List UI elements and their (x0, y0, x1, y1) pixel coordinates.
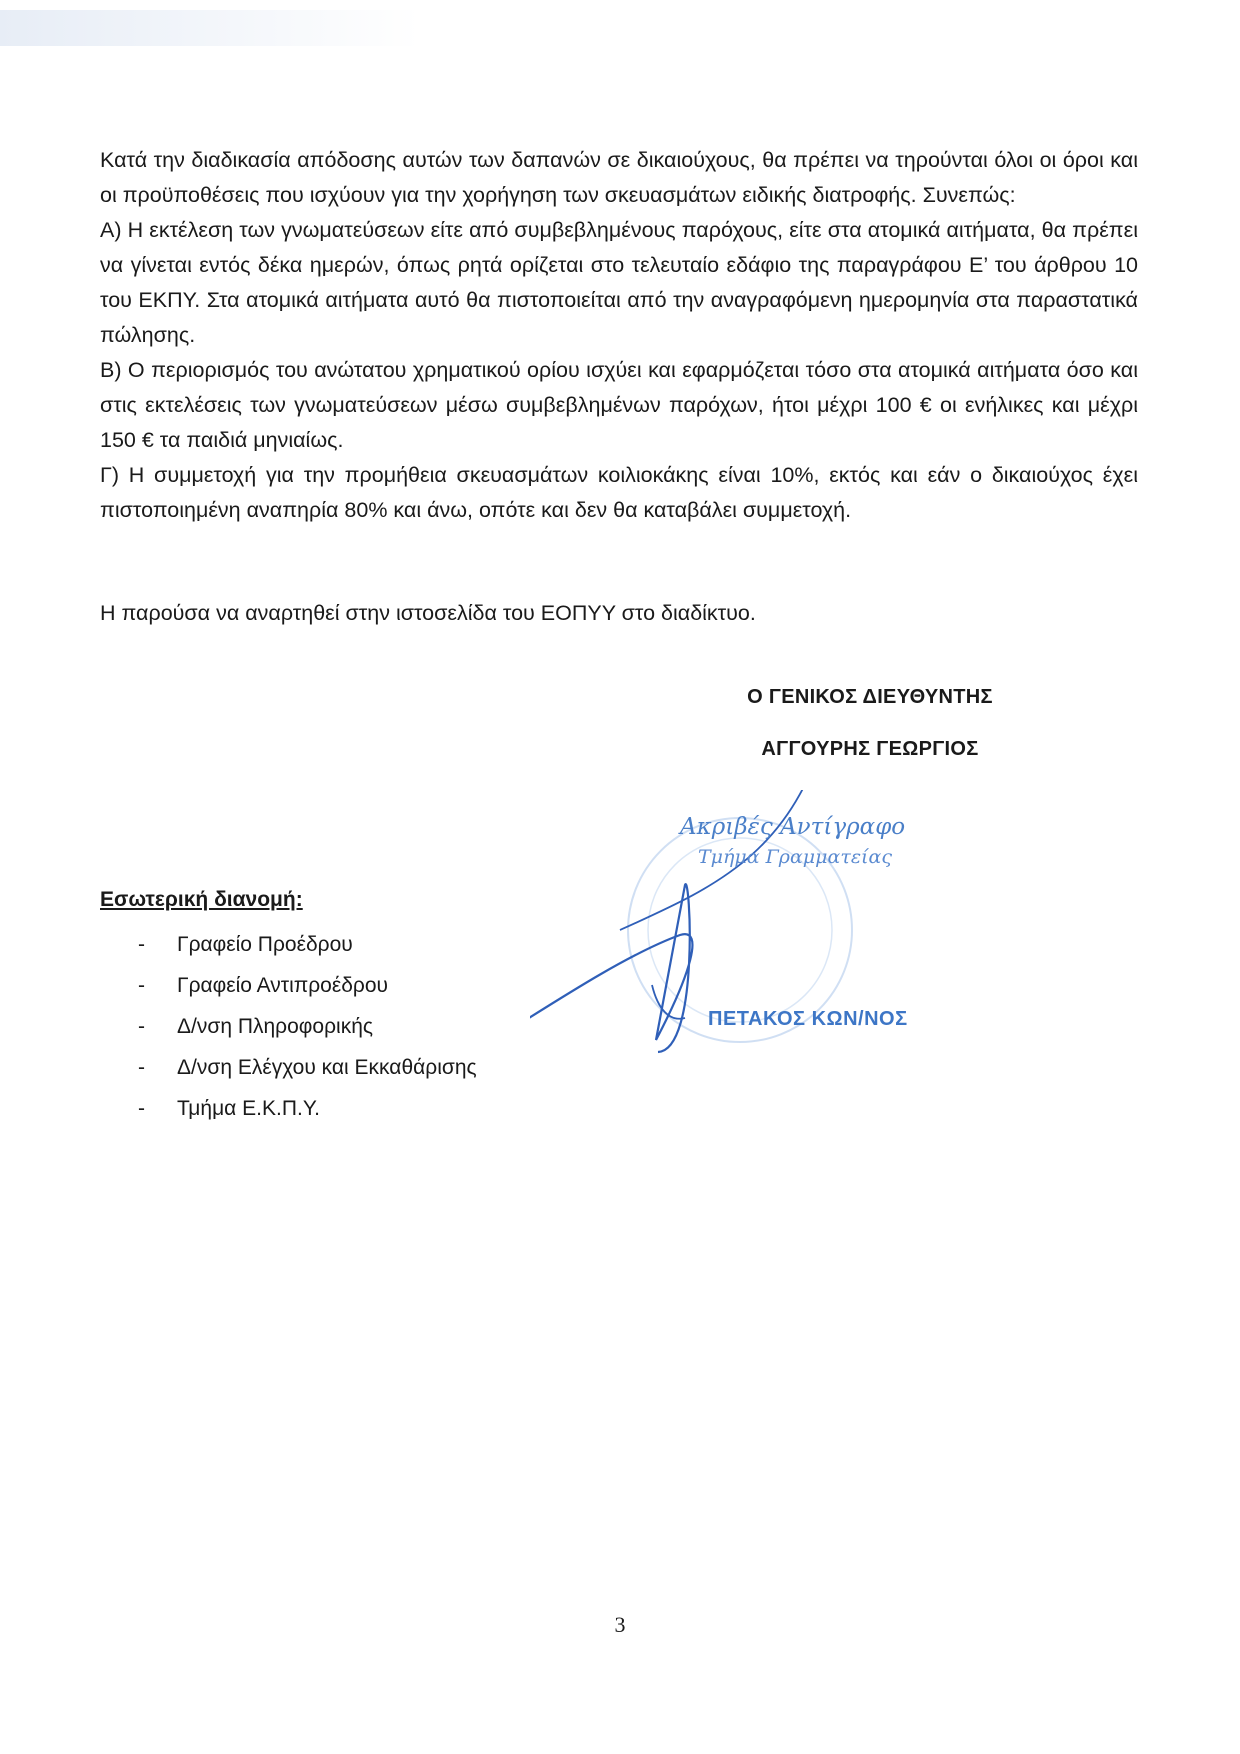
certified-copy-stamp (530, 790, 950, 1090)
list-item: - Δ/νση Ελέγχου και Εκκαθάρισης (138, 1056, 477, 1079)
paragraph-b: Β) Ο περιορισμός του ανώτατου χρηματικού ορίου ισχύει και εφαρμόζεται τόσο στα ατομικά αιτήματα όσο και στις εκτελέσεις των γνωματεύσεων μέσω συμβεβλημένων παρόχων, ήτοι μέχρι 100 € οι ενήλικες και μέχρι 150 € τα παιδιά μηνιαίως. (100, 358, 1138, 452)
stamp-line-department: Τμήμα Γραμματείας (698, 846, 892, 868)
stamp-signer-name: ΠΕΤΑΚΟΣ ΚΩΝ/ΝΟΣ (708, 1008, 908, 1030)
list-item: - Γραφείο Προέδρου (138, 933, 353, 956)
paragraph-intro: Κατά την διαδικασία απόδοσης αυτών των δαπανών σε δικαιούχους, θα πρέπει να τηρούνται όλοι οι όροι και οι προϋποθέσεις που ισχύουν για την χορήγηση των σκευασμάτων ειδικής διατροφής. Συνεπώς: (100, 148, 1138, 207)
stamp-line-certified-copy: Ακριβές Αντίγραφο (680, 814, 906, 840)
distribution-list (100, 924, 477, 1129)
list-item: - Γραφείο Αντιπροέδρου (138, 974, 389, 997)
paragraph-a: Α) Η εκτέλεση των γνωματεύσεων είτε από συμβεβλημένους παρόχους, είτε στα ατομικά αιτήματα, θα πρέπει να γίνεται εντός δέκα ημερών, όπως ρητά ορίζεται στο τελευταίο εδάφιο της παραγράφου Ε’ του άρθρου 10 του ΕΚΠΥ. Στα ατομικά αιτήματα αυτό θα πιστοποιείται από την αναγραφόμενη ημερομηνία στα παραστατικά πώλησης. (100, 218, 1138, 347)
signature-stroke (530, 884, 692, 1052)
list-item: - Δ/νση Πληροφορικής (138, 1015, 374, 1038)
signatory-name: ΑΓΓΟΥΡΗΣ ΓΕΩΡΓΙΟΣ (761, 738, 979, 760)
signatory-title: Ο ΓΕΝΙΚΟΣ ΔΙΕΥΘΥΝΤΗΣ (747, 686, 993, 708)
signature-block (660, 682, 1080, 764)
list-item: - Τμήμα Ε.Κ.Π.Υ. (138, 1097, 320, 1120)
paragraph-c: Γ) Η συμμετοχή για την προμήθεια σκευασμάτων κοιλιοκάκης είναι 10%, εκτός και εάν ο δικαιούχος έχει πιστοποιημένη αναπηρία 80% και άνω, οπότε και δεν θα καταβάλει συμμετοχή. (100, 463, 1138, 522)
distribution-heading: Εσωτερική διανομή: (100, 888, 303, 911)
body-text (100, 143, 1138, 528)
page-number: 3 (614, 1612, 626, 1637)
scan-artifact (0, 10, 420, 46)
publication-notice: Η παρούσα να αναρτηθεί στην ιστοσελίδα του ΕΟΠΥΥ στο διαδίκτυο. (100, 601, 756, 625)
